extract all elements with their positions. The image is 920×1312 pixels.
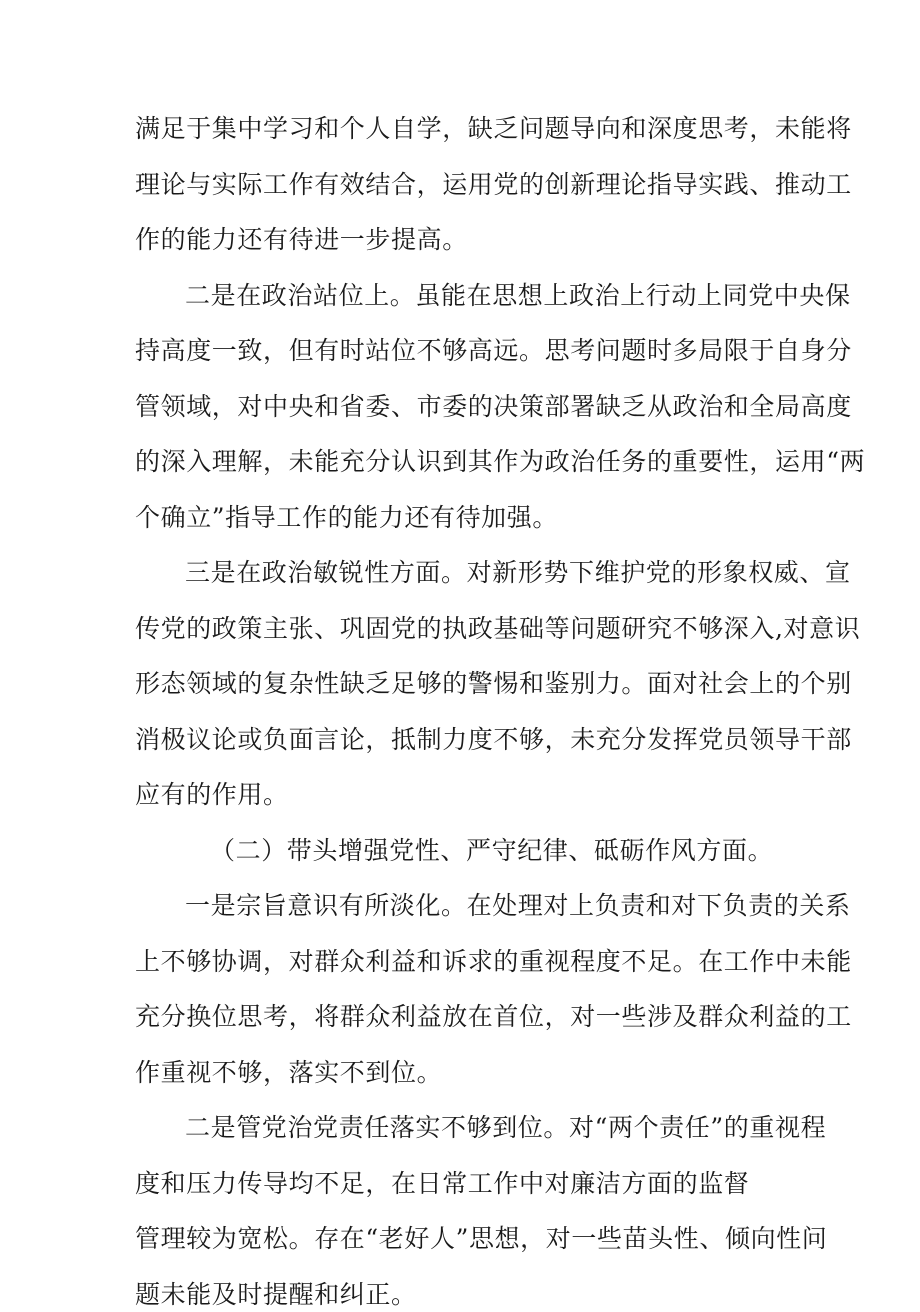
paragraph-2-line-3: 管领域，对中央和省委、市委的决策部署缺乏从政治和全局高度 [135,392,852,421]
paragraph-3-line-2: 传党的政策主张、巩固党的执政基础等问题研究不够深入,对意识 [135,614,861,643]
paragraph-3-line-4: 消极议论或负面言论，抵制力度不够，未充分发挥党员领导干部 [135,725,852,754]
paragraph-5-line-2: 度和压力传导均不足，在日常工作中对廉洁方面的监督 [135,1169,750,1198]
paragraph-4-line-1: 一是宗旨意识有所淡化。在处理对上负责和对下负责的关系 [185,891,851,920]
paragraph-1-line-1: 满足于集中学习和个人自学，缺乏问题导向和深度思考，未能将 [135,114,852,143]
paragraph-4-line-3: 充分换位思考，将群众利益放在首位，对一些涉及群众利益的工 [135,1002,852,1031]
paragraph-1-line-3: 作的能力还有待进一步提高。 [135,225,468,254]
paragraph-4-line-2: 上不够协调，对群众利益和诉求的重视程度不足。在工作中未能 [135,947,852,976]
paragraph-2-line-4: 的深入理解，未能充分认识到其作为政治任务的重要性，运用“两 [135,447,866,476]
section-heading: （二）带头增强党性、严守纪律、砥砺作风方面。 [210,836,774,865]
paragraph-2-line-5: 个确立”指导工作的能力还有待加强。 [135,503,558,532]
paragraph-3-line-1: 三是在政治敏锐性方面。对新形势下维护党的形象权威、宣 [185,558,851,587]
paragraph-5-line-4: 题未能及时提醒和纠正。 [135,1280,417,1309]
paragraph-3-line-5: 应有的作用。 [135,780,289,809]
paragraph-4-line-4: 作重视不够，落实不到位。 [135,1058,443,1087]
paragraph-2-line-1: 二是在政治站位上。虽能在思想上政治上行动上同党中央保 [185,281,851,310]
paragraph-3-line-3: 形态领域的复杂性缺乏足够的警惕和鉴别力。面对社会上的个别 [135,669,852,698]
paragraph-1-line-2: 理论与实际工作有效结合，运用党的创新理论指导实践、推动工 [135,170,852,199]
paragraph-2-line-2: 持高度一致，但有时站位不够高远。思考问题时多局限于自身分 [135,336,852,365]
paragraph-5-line-1: 二是管党治党责任落实不够到位。对“两个责任”的重视程 [185,1113,827,1142]
paragraph-5-line-3: 管理较为宽松。存在“老好人”思想，对一些苗头性、倾向性问 [135,1224,828,1253]
